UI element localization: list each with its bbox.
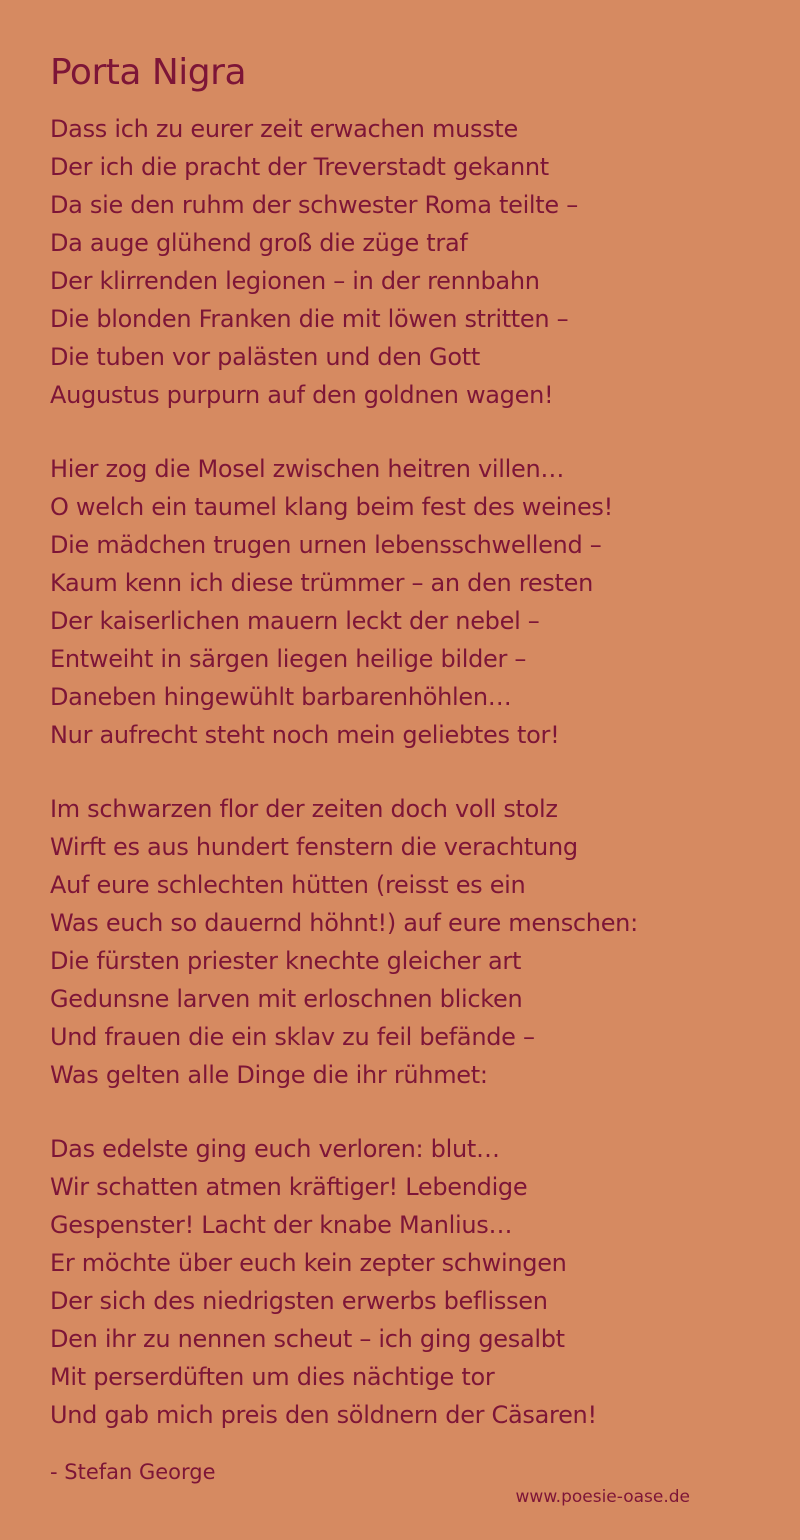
poem-line: Die blonden Franken die mit löwen stritten –	[50, 305, 569, 333]
poem-line: Augustus purpurn auf den goldnen wagen!	[50, 381, 554, 409]
poem-line: Da sie den ruhm der schwester Roma teilte –	[50, 191, 578, 219]
poem-line: Auf eure schlechten hütten (reisst es ein	[50, 871, 526, 899]
poem-line: Im schwarzen flor der zeiten doch voll stolz	[50, 795, 558, 823]
poem-line: Der sich des niedrigsten erwerbs beflissen	[50, 1287, 548, 1315]
author-credit: - Stefan George	[50, 1460, 216, 1484]
poem-line: Die fürsten priester knechte gleicher art	[50, 947, 522, 975]
poem-line: Der kaiserlichen mauern leckt der nebel –	[50, 607, 540, 635]
poem-line: Die tuben vor palästen und den Gott	[50, 343, 480, 371]
poem-line: Wir schatten atmen kräftiger! Lebendige	[50, 1173, 528, 1201]
poem-line: O welch ein taumel klang beim fest des weines!	[50, 493, 613, 521]
poem-line: Die mädchen trugen urnen lebensschwellend –	[50, 531, 602, 559]
stanza	[50, 1130, 770, 1434]
poem-line: Den ihr zu nennen scheut – ich ging gesalbt	[50, 1325, 565, 1353]
poem-line: Der ich die pracht der Treverstadt gekannt	[50, 153, 549, 181]
poem-line: Und gab mich preis den söldnern der Cäsaren!	[50, 1401, 597, 1429]
stanza	[50, 110, 770, 414]
website-watermark: www.poesie-oase.de	[515, 1487, 690, 1507]
stanza	[50, 790, 770, 1094]
poem-line: Kaum kenn ich diese trümmer – an den resten	[50, 569, 593, 597]
poem-line: Wirft es aus hundert fenstern die verachtung	[50, 833, 578, 861]
poem-line: Daneben hingewühlt barbarenhöhlen…	[50, 683, 512, 711]
poem-line: Entweiht in särgen liegen heilige bilder –	[50, 645, 527, 673]
poem-line: Er möchte über euch kein zepter schwingen	[50, 1249, 567, 1277]
poem-line: Nur aufrecht steht noch mein geliebtes tor!	[50, 721, 560, 749]
poem-line: Dass ich zu eurer zeit erwachen musste	[50, 115, 518, 143]
poem-line: Der klirrenden legionen – in der rennbahn	[50, 267, 540, 295]
poem-line: Da auge glühend groß die züge traf	[50, 229, 468, 257]
stanza	[50, 450, 770, 754]
poem-line: Und frauen die ein sklav zu feil befände –	[50, 1023, 535, 1051]
poem-body	[50, 110, 770, 1470]
poem-line: Mit perserdüften um dies nächtige tor	[50, 1363, 495, 1391]
poem-line: Hier zog die Mosel zwischen heitren villen…	[50, 455, 565, 483]
poem-line: Das edelste ging euch verloren: blut…	[50, 1135, 500, 1163]
poem-line: Gespenster! Lacht der knabe Manlius…	[50, 1211, 513, 1239]
poem-line: Was gelten alle Dinge die ihr rühmet:	[50, 1061, 488, 1089]
poem-line: Gedunsne larven mit erloschnen blicken	[50, 985, 523, 1013]
poem-title: Porta Nigra	[50, 52, 247, 93]
poem-line: Was euch so dauernd höhnt!) auf eure menschen:	[50, 909, 638, 937]
